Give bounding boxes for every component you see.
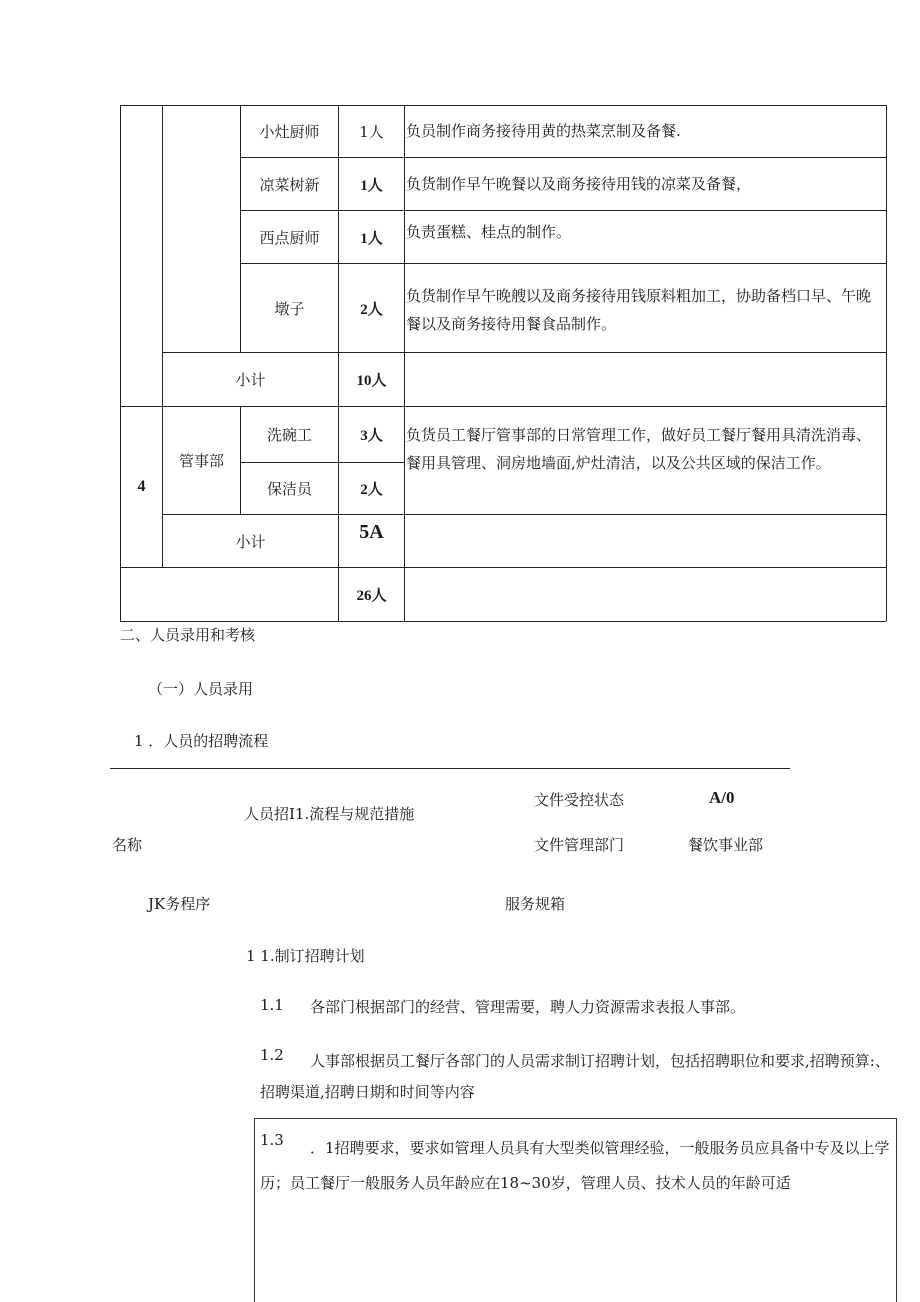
- description-cell: 负货制作早午晚餐以及商务接待用钱的凉菜及备餐，: [406, 175, 752, 193]
- header-divider: [110, 768, 790, 769]
- step-heading: 1 1.制订招聘计划: [246, 947, 365, 965]
- table-border-bottom: [120, 621, 886, 622]
- dept-value: 餐饮事业部: [688, 836, 764, 854]
- table-border-top: [120, 105, 886, 106]
- paragraph-text: ．1招聘要求，要求如管理人员具有大型类似管理经验，一般服务员应具备中专及以上学历；员工餐厅一般服务人员年龄应在18~30岁，管理人员、技术人员的年龄可适: [260, 1139, 890, 1192]
- role-cell: 凉菜树新: [259, 175, 320, 194]
- role-cell: 墩子: [274, 299, 305, 318]
- count-cell: 1人: [360, 230, 383, 247]
- role-cell: 小灶厨师: [259, 123, 320, 141]
- subtotal-count: 10人: [356, 373, 387, 389]
- item-heading: 1 ．人员的招聘流程: [134, 732, 269, 750]
- sub-heading: （一）人员录用: [148, 680, 254, 698]
- status-label: 文件受控状态: [534, 791, 625, 809]
- col-divider: [886, 105, 887, 621]
- group-number: 4: [137, 478, 146, 495]
- paragraph-text: 各部门根据部门的经营、管理需要，聘人力资源需求表报人事部。: [310, 998, 746, 1016]
- role-cell: 保洁员: [266, 480, 312, 498]
- count-cell: 1人: [359, 123, 384, 141]
- status-value: A/0: [709, 788, 735, 807]
- paragraph-number: 1.3: [260, 1131, 284, 1149]
- description-cell: 负货员工餐厅管事部的日常管理工作，做好员工餐厅餐用具清洗消毒、餐用具管理、洞房地墙面,炉灶清洁，以及公共区域的保洁工作。: [406, 426, 872, 472]
- count-cell: 2人: [360, 482, 383, 498]
- total-count: 26人: [356, 588, 387, 604]
- subtotal-label: 小计: [235, 371, 266, 389]
- dept-cell: 管事部: [178, 452, 224, 470]
- subtotal-label: 小计: [235, 532, 266, 551]
- count-cell: 1人: [360, 177, 383, 194]
- program-label: JK务程序: [148, 895, 211, 913]
- doc-title: 人员招I1.流程与规范措施: [244, 805, 415, 823]
- section-heading: 二、人员录用和考核: [120, 626, 256, 644]
- dept-label: 文件管理部门: [534, 836, 625, 854]
- description-cell: 负责蛋糕、桂点的制作。: [406, 223, 572, 241]
- paragraph-text: 人事部根据员工餐厅各部门的人员需求制订招聘计划，包括招聘职位和要求,招聘预算:、招聘渠道,招聘日期和时间等内容: [260, 1052, 890, 1101]
- subtotal-count: 5A: [359, 520, 384, 543]
- paragraph-number: 1.2: [260, 1046, 284, 1064]
- paragraph-number: 1.1: [260, 996, 284, 1014]
- count-cell: 2人: [360, 301, 383, 318]
- role-cell: 洗碗工: [266, 426, 312, 444]
- service-label: 服务规箱: [505, 895, 566, 913]
- description-cell: 负货制作早午晚艘以及商务接待用钱原料粗加工，协助备档口早、午晚餐以及商务接待用餐食品制作。: [406, 287, 872, 333]
- role-cell: 西点厨师: [259, 228, 320, 247]
- row-divider: [120, 567, 886, 568]
- count-cell: 3人: [360, 428, 383, 444]
- description-cell: 负员制作商务接待用黄的热菜烹制及备餐.: [406, 122, 681, 140]
- name-label: 名称: [112, 836, 143, 854]
- col-divider: [404, 105, 405, 621]
